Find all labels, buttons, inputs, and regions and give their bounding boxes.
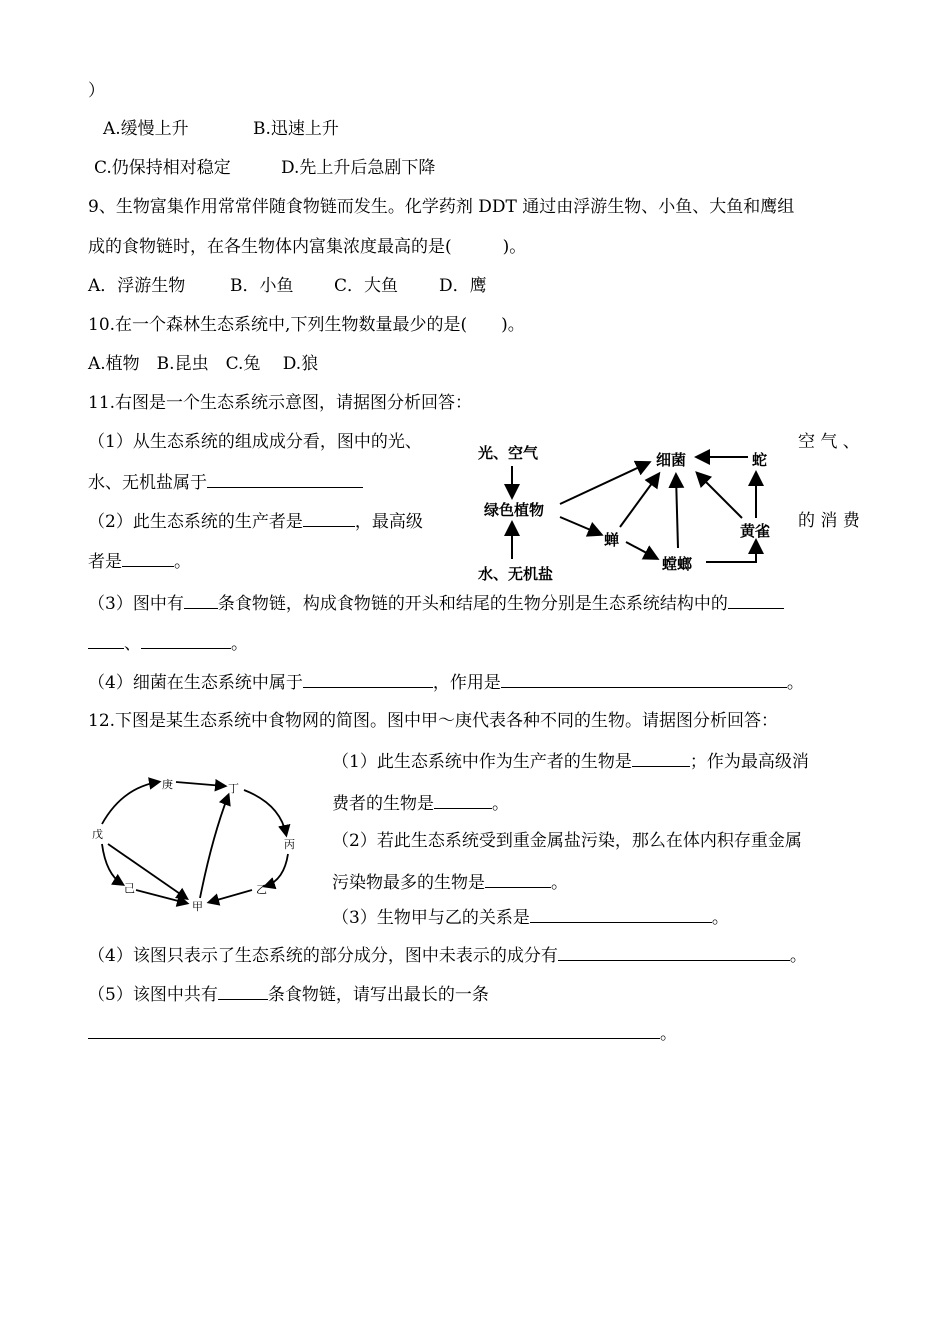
q11-part3-label-d: 。 (231, 634, 248, 654)
arrow-ding-to-bing (244, 790, 286, 834)
q11-part2-text-right: 的 消 费 (798, 511, 860, 531)
q11-part3-label-b: 条食物链，构成食物链的开头和结尾的生物分别是生态系统结构中的 (217, 594, 728, 614)
answer-blank[interactable] (558, 944, 790, 961)
foodweb-label-geng: 庚 (162, 778, 173, 791)
q11-part4-label: （4）细菌在生态系统中属于 (88, 673, 303, 693)
answer-blank[interactable] (88, 1022, 660, 1039)
q11-part4-text (88, 671, 804, 694)
foodweb-label-yi: 乙 (256, 883, 267, 896)
q9-option-b: B．小鱼 (230, 276, 294, 296)
q12-part1-text (332, 750, 809, 773)
q12-part4-label-b: 。 (789, 946, 807, 966)
diagram-label-light-air: 光、空气 (478, 444, 539, 462)
q12-part5-line2 (88, 1022, 677, 1045)
q11-part3-label-c: 、 (124, 634, 141, 654)
q8-option-c: C.仍保持相对稳定 (94, 158, 231, 178)
answer-blank[interactable] (303, 510, 355, 527)
q12-part5-label-b: 条食物链，请写出最长的一条 (267, 985, 489, 1005)
q12-part1-line2 (332, 792, 509, 815)
answer-blank[interactable] (530, 906, 712, 923)
q9-option-a: A．浮游生物 (88, 276, 186, 296)
q11-part2-label-d: 者是 (88, 552, 122, 572)
arrow-mantis-to-bacteria (676, 476, 678, 548)
diagram-label-mantis: 螳螂 (662, 555, 693, 573)
arrow-geng-to-ding (176, 782, 224, 786)
foodweb-label-wu: 戊 (92, 828, 103, 841)
arrow-oriole-to-bacteria (698, 474, 742, 518)
q9-option-c: C．大鱼 (334, 276, 399, 296)
q12-part5-text (88, 983, 489, 1006)
q12-part3-label-b: 。 (711, 908, 729, 928)
diagram-label-water-salt: 水、无机盐 (478, 565, 554, 583)
q12-part1-label-b: ；作为最高级消 (689, 752, 809, 772)
q12-stem: 12.下图是某生态系统中食物网的简图。图中甲～庚代表各种不同的生物。请据图分析回答： (88, 711, 779, 731)
q11-part2-label: （2）此生态系统的生产者是 (88, 512, 303, 532)
foodweb-label-bing: 丙 (284, 838, 295, 851)
diagram-label-plant: 绿色植物 (484, 501, 545, 519)
q10-stem: 10.在一个森林生态系统中,下列生物数量最少的是( )。 (88, 315, 525, 335)
q12-part5-label: （5）该图中共有 (88, 985, 218, 1005)
q10-options: A.植物 B.昆虫 C.兔 D.狼 (88, 354, 319, 374)
q12-part2-text: （2）若此生态系统受到重金属盐污染，那么在体内积存重金属 (332, 831, 802, 851)
q9-option-d: D．鹰 (439, 276, 487, 296)
q12-part1-label-d: 。 (492, 794, 509, 814)
q11-part3-label: （3）图中有 (88, 594, 184, 614)
arrow-yi-to-jia (210, 890, 252, 902)
diagram-label-oriole: 黄雀 (740, 522, 771, 540)
q12-part5-label-c: 。 (660, 1024, 677, 1044)
q11-part1-text: （1）从生态系统的组成成分看，图中的光、 (88, 432, 422, 452)
food-web-diagram (88, 752, 308, 924)
q11-part1-label: 水、无机盐属于 (88, 473, 207, 493)
foodweb-label-ji: 己 (124, 882, 135, 895)
arrow-mantis-to-oriole (706, 542, 756, 562)
q12-part2-label-c: 。 (551, 873, 568, 893)
arrow-bing-to-yi (266, 854, 288, 886)
q8-option-a: A.缓慢上升 (103, 119, 189, 139)
q8-option-b: B.迅速上升 (253, 119, 339, 139)
arrow-plant-to-bacteria (560, 463, 648, 504)
arrow-cicada-to-bacteria (620, 475, 658, 527)
q11-part3-line2 (88, 632, 248, 655)
arrow-wu-to-jia (108, 844, 186, 898)
foodweb-label-jia: 甲 (192, 900, 203, 913)
arrow-wu-to-geng (102, 782, 158, 824)
diagram-label-cicada: 蝉 (604, 531, 620, 549)
answer-blank[interactable] (207, 471, 363, 488)
answer-blank[interactable] (728, 592, 784, 609)
q12-part3-label: （3）生物甲与乙的关系是 (332, 908, 530, 928)
q11-part1-line2 (88, 471, 363, 494)
q12-part3-text (332, 906, 729, 929)
q12-part1-label: （1）此生态系统中作为生产者的生物是 (332, 752, 632, 772)
answer-blank[interactable] (303, 671, 433, 688)
q11-part2-text (88, 510, 423, 533)
q11-part3-text (88, 592, 784, 615)
arrow-plant-to-cicada (560, 517, 600, 534)
q12-part4-text (88, 944, 807, 967)
q11-part1-text-right: 空 气 、 (798, 432, 860, 452)
answer-blank[interactable] (141, 632, 231, 649)
q9-stem-line1: 9、生物富集作用常常伴随食物链而发生。化学药剂 DDT 通过由浮游生物、小鱼、大鱼和鹰组 (88, 197, 795, 217)
q12-part2-line2 (332, 871, 568, 894)
q12-part4-label: （4）该图只表示了生态系统的部分成分，图中未表示的成分有 (88, 946, 558, 966)
q11-part2-label-b: ，最高级 (354, 512, 423, 532)
arrow-cicada-to-mantis (626, 542, 656, 558)
q12-part2-label: 污染物最多的生物是 (332, 873, 485, 893)
diagram-label-bacteria: 细菌 (656, 451, 687, 469)
foodweb-label-ding: 丁 (228, 782, 239, 795)
answer-blank[interactable] (501, 671, 787, 688)
q11-part2-line2 (88, 550, 191, 573)
diagram-label-snake: 蛇 (752, 451, 768, 469)
arrow-jia-to-ding (200, 796, 228, 898)
q8-option-d: D.先上升后急剧下降 (281, 158, 436, 178)
q9-stem-line2: 成的食物链时，在各生物体内富集浓度最高的是( )。 (88, 237, 527, 257)
answer-blank[interactable] (434, 792, 492, 809)
answer-blank[interactable] (88, 632, 124, 649)
answer-blank[interactable] (218, 983, 268, 1000)
arrow-wu-to-ji (102, 844, 122, 884)
answer-blank[interactable] (122, 550, 174, 567)
answer-blank[interactable] (184, 592, 218, 609)
q11-part2-label-e: 。 (174, 552, 191, 572)
paren-close: ） (88, 81, 105, 101)
answer-blank[interactable] (632, 750, 690, 767)
answer-blank[interactable] (485, 871, 551, 888)
q11-stem: 11.右图是一个生态系统示意图，请据图分析回答： (88, 393, 473, 413)
q12-part1-label-c: 费者的生物是 (332, 794, 434, 814)
q11-part4-label-b: ，作用是 (432, 673, 501, 693)
ecosystem-diagram (472, 432, 792, 587)
q11-part4-label-c: 。 (786, 673, 804, 693)
